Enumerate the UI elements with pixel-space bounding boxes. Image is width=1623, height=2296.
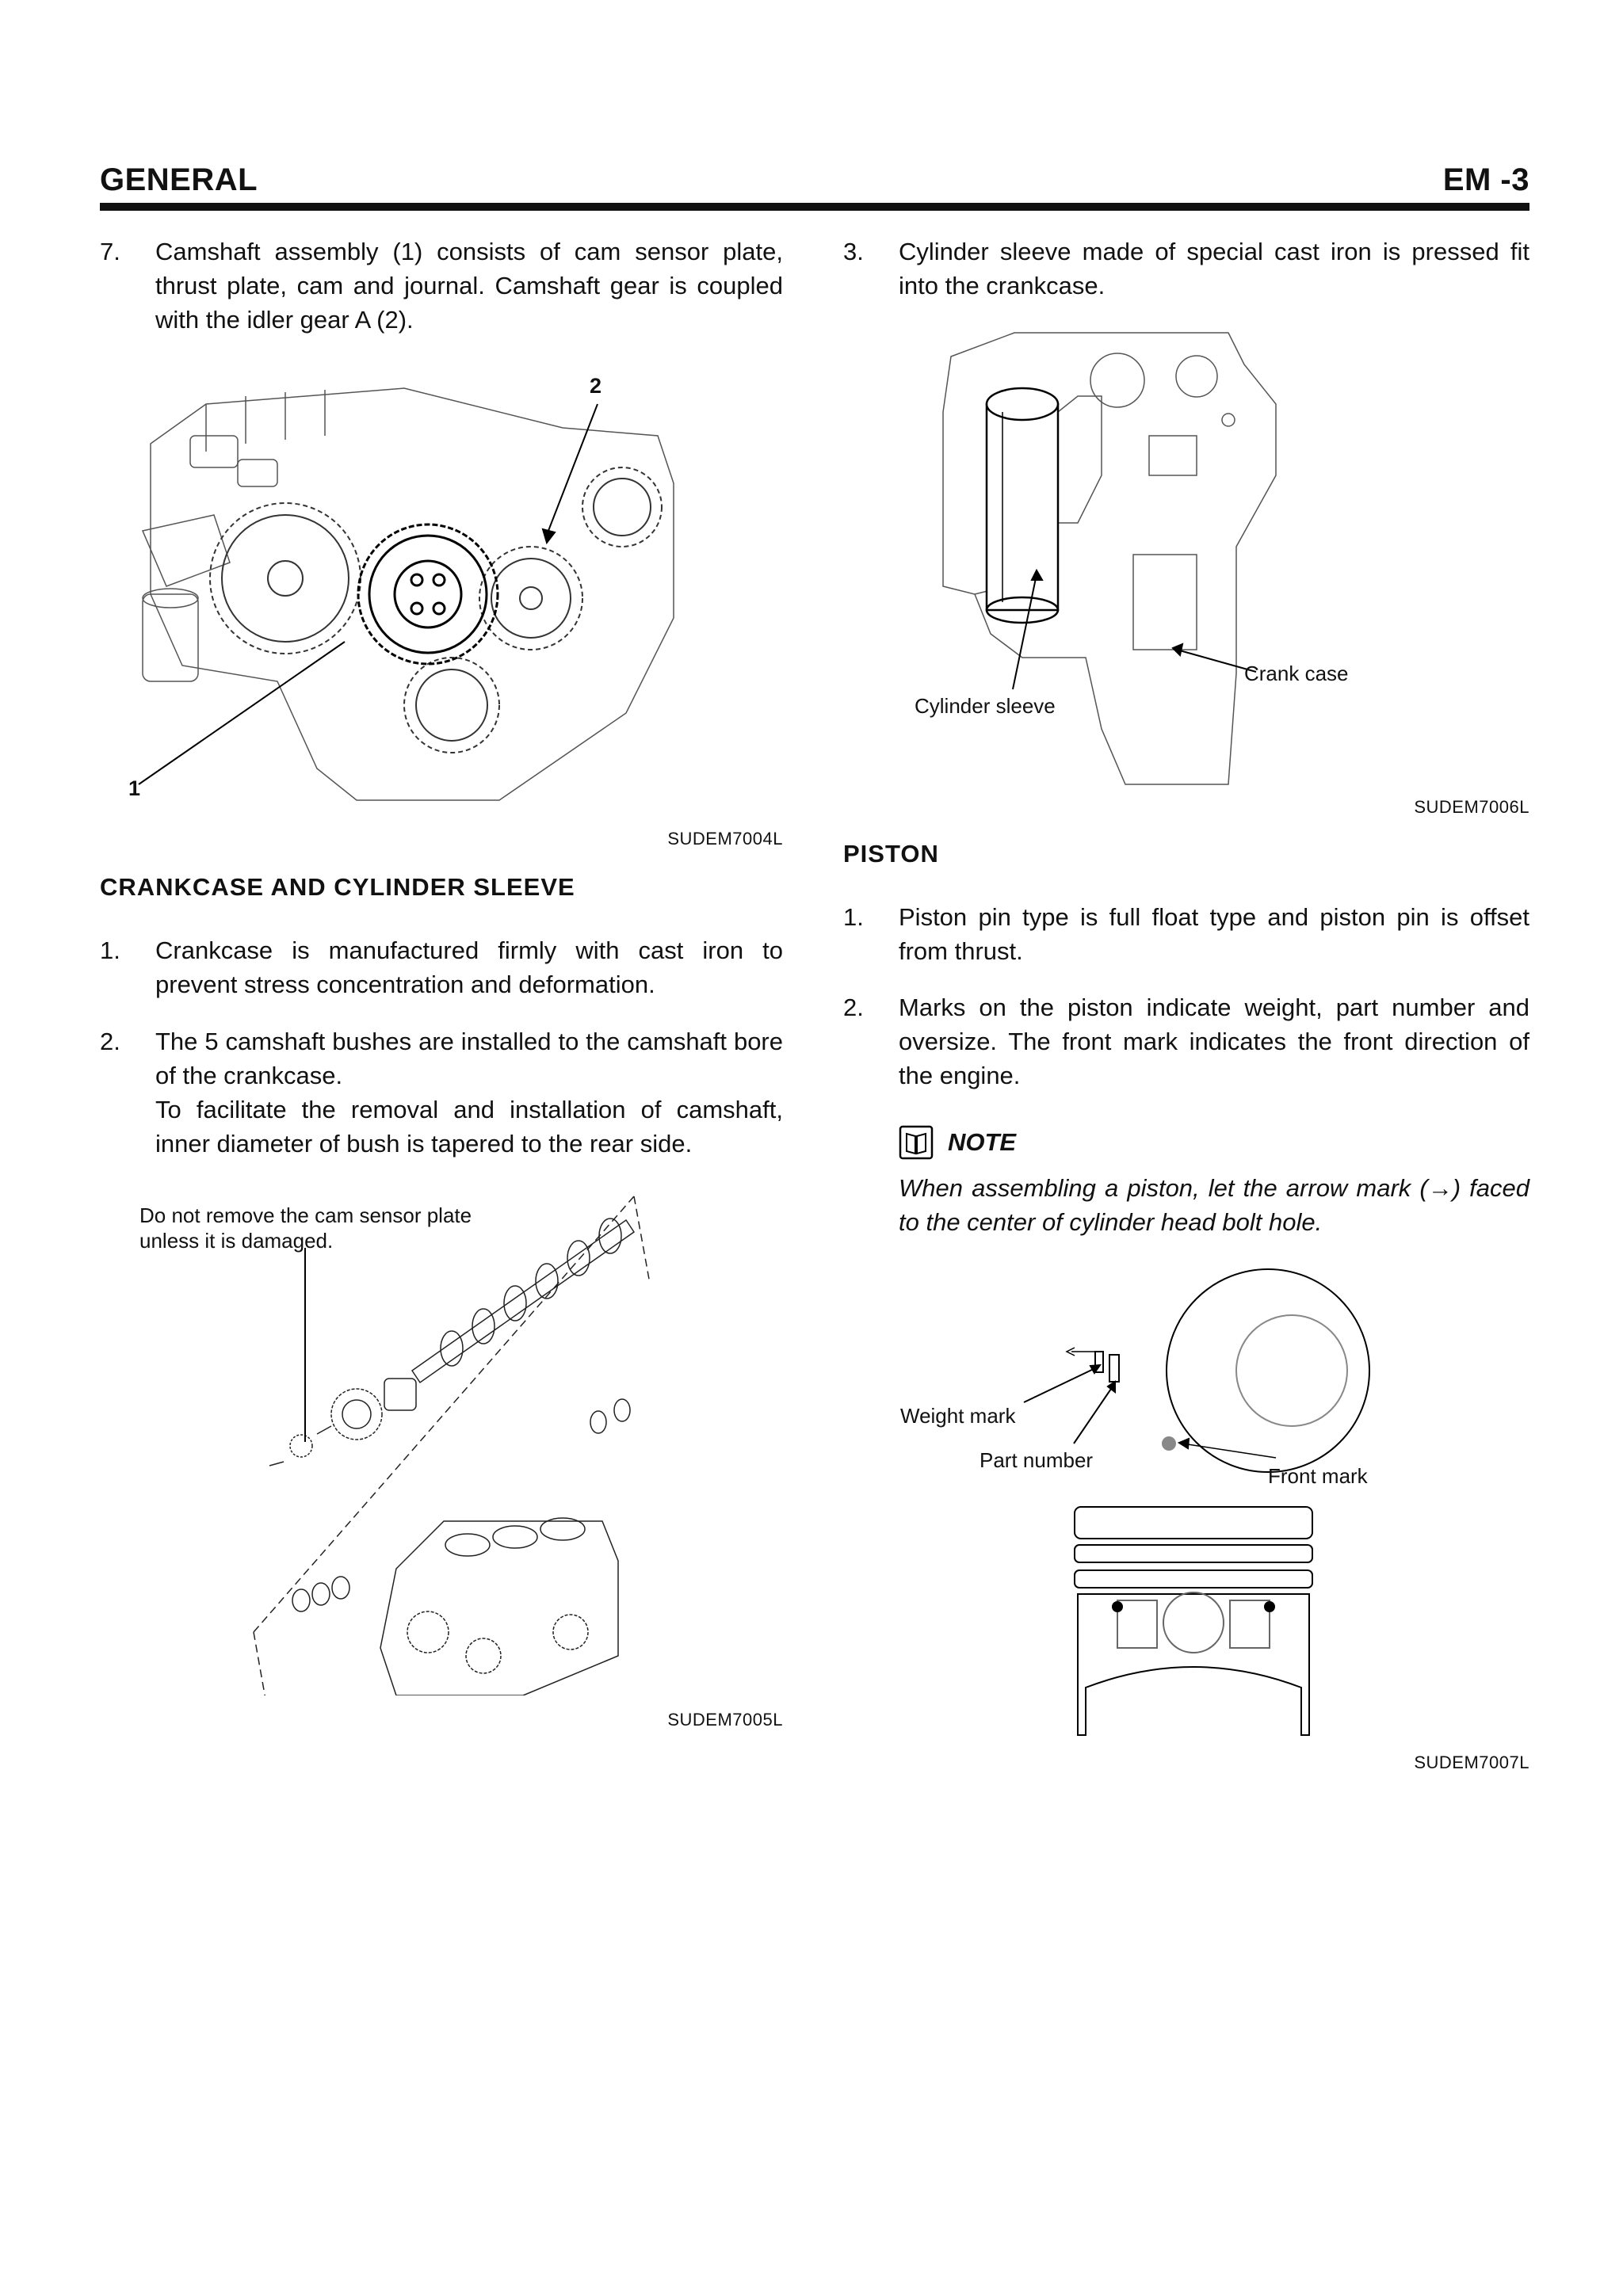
item-number: 2. [843, 994, 864, 1021]
camshaft-gear [358, 524, 498, 664]
list-item-1 [100, 933, 783, 1003]
figure-label-cam-sensor: Do not remove the cam sensor plate unless it is damaged. [139, 1203, 472, 1253]
bush [614, 1399, 630, 1421]
list-item-3 [843, 235, 1529, 304]
figure-code: SUDEM7006L [1414, 797, 1529, 817]
figure-code: SUDEM7005L [667, 1710, 783, 1730]
label-weight-mark: Weight mark [900, 1404, 1016, 1428]
piston-marks-figure [896, 1268, 1529, 1743]
figure-code: SUDEM7007L [1414, 1753, 1529, 1772]
part-number-mark [1109, 1355, 1119, 1382]
camshaft-gear-figure: 1 2 [119, 357, 777, 832]
camshaft-gear [331, 1389, 382, 1440]
leader-weight-mark [1024, 1367, 1097, 1402]
list-item-2 [100, 1024, 783, 1161]
item-number: 2. [100, 1028, 120, 1055]
item-text: Cylinder sleeve made of special cast iron is pressed fit into the crankcase. [899, 238, 1529, 299]
item-text-paragraph-1: The 5 camshaft bushes are installed to the camshaft bore of the crankcase. [155, 1028, 783, 1089]
gear-train-drawing [119, 357, 777, 832]
label-crank-case: Crank case [1244, 662, 1349, 685]
gear-left [210, 503, 361, 654]
note-text: When assembling a piston, let the arrow mark (→) faced to the center of cylinder head bolt hole. [899, 1174, 1529, 1236]
header-rule [100, 203, 1529, 211]
item-number: 1. [100, 936, 120, 964]
piston-drawing [896, 1268, 1529, 1743]
cylinder-sleeve [987, 388, 1058, 623]
list-item-7 [100, 235, 783, 338]
item-text: Crankcase is manufactured firmly with cast iron to prevent stress concentration and deformation. [155, 936, 783, 998]
crankcase-block [380, 1518, 618, 1695]
piston-item-2 [843, 990, 1529, 1093]
item-number: 7. [100, 238, 120, 265]
leader-front-mark [1182, 1444, 1276, 1458]
assembly-axis-line [254, 1196, 634, 1632]
leader-part-number [1074, 1386, 1113, 1444]
item-text: Camshaft assembly (1) consists of cam sensor plate, thrust plate, cam and journal. Camshaft gear is coupled with the idler gear A (2). [155, 238, 783, 334]
page-number: EM -3 [1442, 162, 1529, 197]
section-title-crankcase: CRANKCASE AND CYLINDER SLEEVE [100, 873, 575, 901]
piston-item-1 [843, 900, 1529, 970]
note-title: NOTE [948, 1128, 1017, 1156]
header-title: GENERAL [100, 162, 258, 197]
label-front-mark: Front mark [1268, 1464, 1368, 1488]
piston-side-view [1075, 1507, 1312, 1735]
engine-front-outline [151, 388, 674, 800]
piston-top-view [1167, 1269, 1369, 1472]
label-part-number: Part number [980, 1448, 1094, 1472]
item-text-paragraph-2: To facilitate the removal and installation of camshaft, inner diameter of bush is tapered to the rear side. [155, 1096, 783, 1158]
front-mark [1162, 1436, 1176, 1451]
note-box [899, 1125, 1529, 1236]
item-number: 3. [843, 238, 864, 265]
callout-2: 2 [590, 374, 602, 398]
label-cylinder-sleeve: Cylinder sleeve [915, 694, 1056, 718]
book-icon [899, 1125, 934, 1160]
camshaft-exploded-figure [238, 1188, 650, 1695]
item-text: Piston pin type is full float type and piston pin is offset from thrust. [899, 903, 1529, 965]
item-number: 1. [843, 903, 864, 931]
gear-lower [404, 658, 499, 753]
figure-code: SUDEM7004L [667, 829, 783, 849]
cylinder-sleeve-figure [896, 317, 1529, 808]
item-text: Marks on the piston indicate weight, part number and oversize. The front mark indicates the front direction of the engine. [899, 994, 1529, 1089]
crankcase-section-drawing [896, 317, 1529, 808]
camshaft [412, 1219, 634, 1383]
gear-right [479, 547, 582, 650]
cam-sensor-plate [290, 1435, 312, 1457]
section-title-piston: PISTON [843, 840, 939, 868]
leader-line-2 [547, 404, 598, 535]
camshaft-exploded-drawing [238, 1188, 650, 1695]
